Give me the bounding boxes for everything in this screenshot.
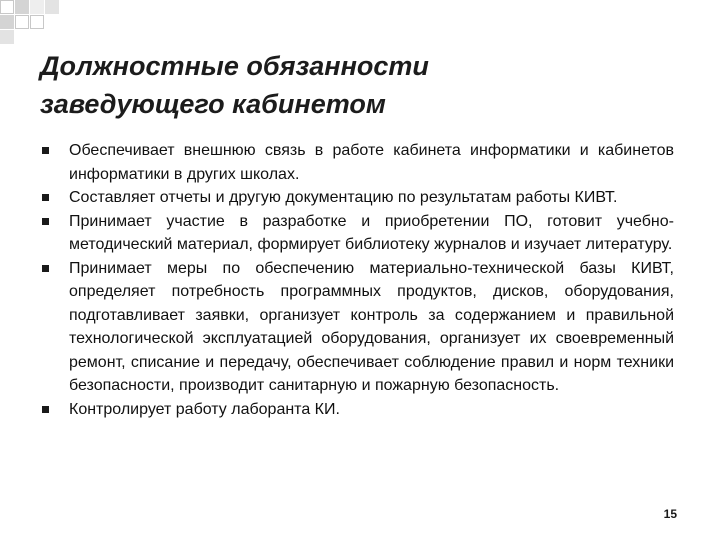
bullet-text: Принимает участие в разработке и приобретении ПО, готовит учебно-методический материал, формирует библиотеку журналов и изучает литературу.: [69, 212, 674, 253]
slide-title-line: заведующего кабинетом: [40, 89, 386, 119]
decor-square: [0, 15, 14, 29]
square-bullet-icon: [42, 218, 49, 225]
square-bullet-icon: [42, 194, 49, 201]
bullet-text: Принимает меры по обеспечению материально-технической базы КИВТ, определяет потребность программных продуктов, дисков, оборудования, подготавливает заявки, организует контроль за содержанием и правильной технологической эксплуатацией оборудования, организует их своевременный ремонт, списание и передачу, обеспечивает соблюдение правил и норм техники безопасности, производит санитарную и пожарную безопасность.: [69, 259, 674, 394]
slide-title: [40, 47, 680, 123]
decor-square: [15, 0, 29, 14]
decor-square: [0, 0, 14, 14]
bullet-item: [40, 186, 674, 210]
page-number: 15: [663, 507, 677, 521]
bullet-item: [40, 398, 674, 422]
slide-title-block: [40, 47, 680, 123]
bullet-text: Составляет отчеты и другую документацию по результатам работы КИВТ.: [69, 189, 618, 206]
slide-title-line: Должностные обязанности: [40, 51, 429, 81]
square-bullet-icon: [42, 406, 49, 413]
decor-square: [0, 30, 14, 44]
decor-square: [15, 15, 29, 29]
bullet-item: [40, 139, 674, 186]
bullet-text: Обеспечивает внешнюю связь в работе кабинета информатики и кабинетов информатики в других школах.: [69, 142, 674, 183]
bullet-list: [40, 139, 674, 421]
bullet-item: [40, 257, 674, 398]
decor-square: [30, 0, 44, 14]
square-bullet-icon: [42, 147, 49, 154]
square-bullet-icon: [42, 265, 49, 272]
bullet-text: Контролирует работу лаборанта КИ.: [69, 400, 340, 418]
decor-square: [45, 0, 59, 14]
bullet-item: [40, 210, 674, 257]
decor-square: [30, 15, 44, 29]
